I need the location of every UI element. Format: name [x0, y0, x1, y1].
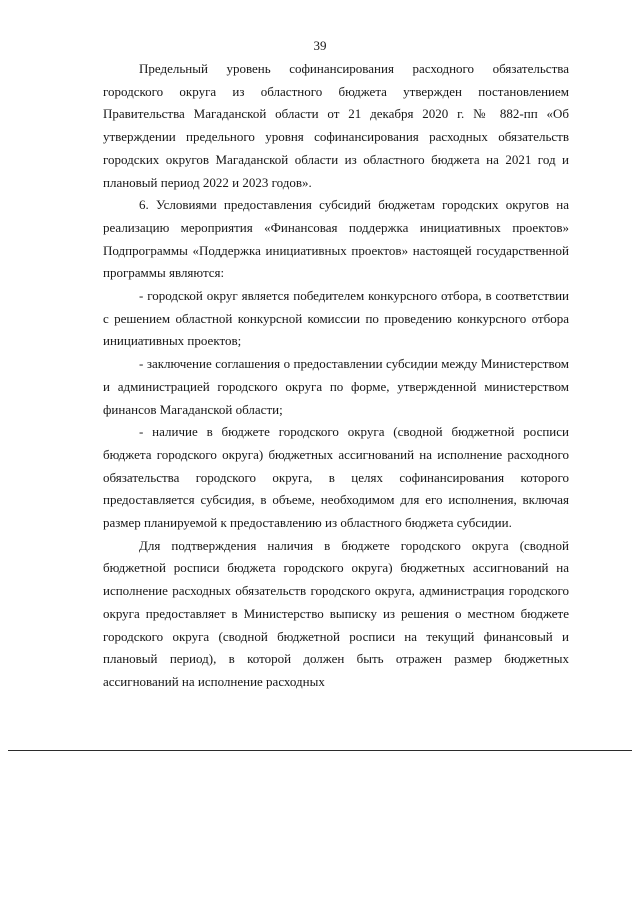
- paragraph-cofinancing-level: Предельный уровень софинансирования расходного обязательства городского округа из областного бюджета утвержден постановлением Правительства Магаданской области от 21 декабря 2020 г. № 882-пп «Об утверждении предельного уровня софинансирования расходных обязательств городских округов Магаданской области из областного бюджета на 2021 год и плановый период 2022 и 2023 годов».: [103, 61, 569, 190]
- list-item-competition-winner: - городской округ является победителем конкурсного отбора, в соответствии с решением областной конкурсной комиссии по проведению конкурсного отбора инициативных проектов;: [103, 288, 569, 349]
- document-body: [103, 58, 569, 694]
- list-item-budget-allocations: - наличие в бюджете городского округа (сводной бюджетной росписи бюджета городского округа) бюджетных ассигнований на исполнение расходного обязательства городского округа, в целях софинансирования которого предоставляется субсидия, в объеме, необходимом для его исполнения, включая размер планируемой к предоставлению из областного бюджета субсидии.: [103, 424, 569, 531]
- paragraph-confirmation: Для подтверждения наличия в бюджете городского округа (сводной бюджетной росписи бюджета городского округа) бюджетных ассигнований на исполнение расходных обязательств городского округа, администрация городского округа предоставляет в Министерство выписку из решения о местном бюджете городского округа (сводной бюджетной росписи на текущий финансовый и плановый период), в которой должен быть отражен размер бюджетных ассигнований на исполнение расходных: [103, 537, 569, 689]
- paragraph-subsidy-conditions: 6. Условиями предоставления субсидий бюджетам городских округов на реализацию мероприятия «Финансовая поддержка инициативных проектов» Подпрограммы «Поддержка инициативных проектов» настоящей государственной программы являются:: [103, 197, 569, 281]
- list-item-subsidy-agreement: - заключение соглашения о предоставлении субсидии между Министерством и администрацией городского округа по форме, утвержденной министерством финансов Магаданской области;: [103, 356, 569, 417]
- page-number: 39: [313, 38, 327, 53]
- page-divider: [8, 750, 632, 751]
